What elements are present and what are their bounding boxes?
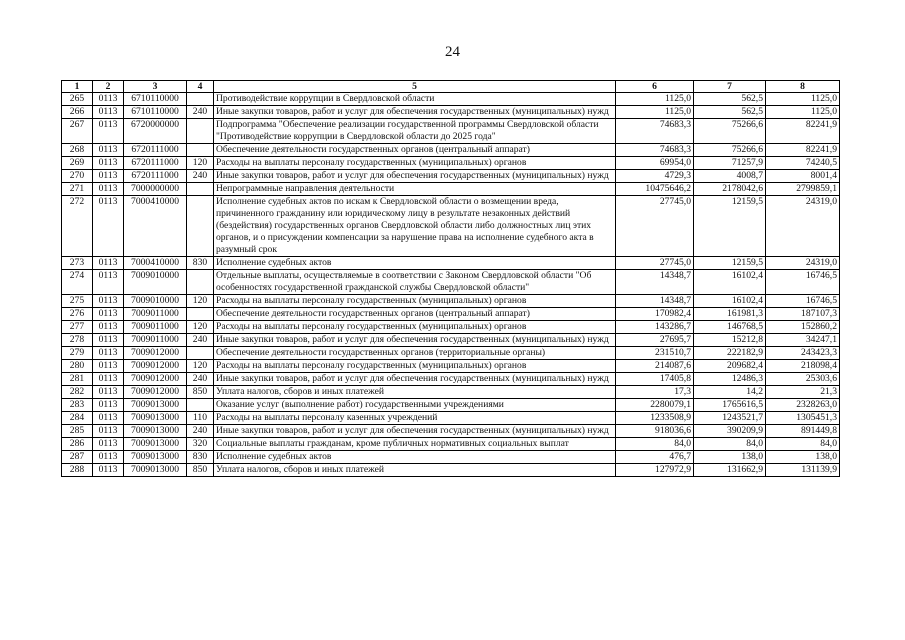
amount-col-7: 84,0: [694, 438, 766, 451]
table-row: [62, 386, 840, 399]
target-article-code: 7009011000: [124, 321, 187, 334]
amount-col-6: 14348,7: [616, 270, 694, 295]
target-article-code: 7009010000: [124, 295, 187, 308]
amount-col-7: 390209,9: [694, 425, 766, 438]
amount-col-6: 74683,3: [616, 144, 694, 157]
section-code: 0113: [93, 295, 124, 308]
amount-col-8: 21,3: [766, 386, 840, 399]
amount-col-8: 2328263,0: [766, 399, 840, 412]
section-code: 0113: [93, 93, 124, 106]
table-row: [62, 334, 840, 347]
table-row: [62, 170, 840, 183]
amount-col-8: 2799859,1: [766, 183, 840, 196]
item-name: Обеспечение деятельности государственных органов (центральный аппарат): [214, 308, 616, 321]
row-number: 279: [62, 347, 93, 360]
amount-col-7: 2178042,6: [694, 183, 766, 196]
item-name: Иные закупки товаров, работ и услуг для обеспечения государственных (муниципальных) нужд: [214, 334, 616, 347]
item-name: Расходы на выплаты персоналу государственных (муниципальных) органов: [214, 295, 616, 308]
row-number: 276: [62, 308, 93, 321]
item-name: Социальные выплаты гражданам, кроме публичных нормативных социальных выплат: [214, 438, 616, 451]
table-row: [62, 196, 840, 257]
table-row: [62, 412, 840, 425]
budget-table: [61, 80, 840, 477]
section-code: 0113: [93, 360, 124, 373]
amount-col-6: 1125,0: [616, 106, 694, 119]
amount-col-8: 152860,2: [766, 321, 840, 334]
row-number: 270: [62, 170, 93, 183]
target-article-code: 6720111000: [124, 170, 187, 183]
table-row: [62, 144, 840, 157]
column-header: 6: [616, 81, 694, 93]
item-name: Подпрограмма "Обеспечение реализации государственной программы Свердловской области "Противодействие коррупции в Свердловской области до 2025 года": [214, 119, 616, 144]
table-row: [62, 295, 840, 308]
amount-col-6: 27745,0: [616, 257, 694, 270]
table-row: [62, 308, 840, 321]
amount-col-7: 16102,4: [694, 270, 766, 295]
section-code: 0113: [93, 347, 124, 360]
row-number: 266: [62, 106, 93, 119]
table-row: [62, 399, 840, 412]
amount-col-8: 24319,0: [766, 196, 840, 257]
expense-type-code: 240: [187, 373, 214, 386]
column-header: 4: [187, 81, 214, 93]
amount-col-8: 1305451,3: [766, 412, 840, 425]
target-article-code: 7000410000: [124, 257, 187, 270]
expense-type-code: [187, 308, 214, 321]
row-number: 280: [62, 360, 93, 373]
item-name: Уплата налогов, сборов и иных платежей: [214, 386, 616, 399]
amount-col-7: 75266,6: [694, 144, 766, 157]
amount-col-7: 209682,4: [694, 360, 766, 373]
target-article-code: 7009013000: [124, 425, 187, 438]
column-header: 3: [124, 81, 187, 93]
amount-col-6: 10475646,2: [616, 183, 694, 196]
amount-col-7: 222182,9: [694, 347, 766, 360]
expense-type-code: 830: [187, 257, 214, 270]
amount-col-8: 82241,9: [766, 119, 840, 144]
column-header: 8: [766, 81, 840, 93]
amount-col-8: 24319,0: [766, 257, 840, 270]
amount-col-8: 84,0: [766, 438, 840, 451]
item-name: Исполнение судебных актов: [214, 451, 616, 464]
target-article-code: 7009012000: [124, 386, 187, 399]
target-article-code: 6710110000: [124, 106, 187, 119]
row-number: 287: [62, 451, 93, 464]
expense-type-code: 240: [187, 334, 214, 347]
amount-col-6: 2280079,1: [616, 399, 694, 412]
row-number: 267: [62, 119, 93, 144]
amount-col-8: 243423,3: [766, 347, 840, 360]
amount-col-8: 82241,9: [766, 144, 840, 157]
row-number: 269: [62, 157, 93, 170]
amount-col-8: 16746,5: [766, 295, 840, 308]
amount-col-8: 1125,0: [766, 106, 840, 119]
target-article-code: 7009013000: [124, 464, 187, 477]
table-row: [62, 270, 840, 295]
row-number: 265: [62, 93, 93, 106]
amount-col-6: 14348,7: [616, 295, 694, 308]
row-number: 275: [62, 295, 93, 308]
section-code: 0113: [93, 157, 124, 170]
table-row: [62, 321, 840, 334]
section-code: 0113: [93, 451, 124, 464]
amount-col-6: 1233508,9: [616, 412, 694, 425]
table-row: [62, 464, 840, 477]
target-article-code: 7000410000: [124, 196, 187, 257]
table-row: [62, 119, 840, 144]
item-name: Уплата налогов, сборов и иных платежей: [214, 464, 616, 477]
amount-col-7: 562,5: [694, 106, 766, 119]
row-number: 281: [62, 373, 93, 386]
target-article-code: 7009013000: [124, 412, 187, 425]
amount-col-8: 138,0: [766, 451, 840, 464]
amount-col-6: 27695,7: [616, 334, 694, 347]
amount-col-7: 15212,8: [694, 334, 766, 347]
target-article-code: 7009013000: [124, 438, 187, 451]
amount-col-7: 131662,9: [694, 464, 766, 477]
item-name: Обеспечение деятельности государственных органов (центральный аппарат): [214, 144, 616, 157]
row-number: 268: [62, 144, 93, 157]
target-article-code: 7009012000: [124, 347, 187, 360]
item-name: Непрограммные направления деятельности: [214, 183, 616, 196]
amount-col-8: 16746,5: [766, 270, 840, 295]
target-article-code: 7009010000: [124, 270, 187, 295]
expense-type-code: [187, 119, 214, 144]
amount-col-7: 146768,5: [694, 321, 766, 334]
target-article-code: 7009013000: [124, 451, 187, 464]
expense-type-code: 240: [187, 425, 214, 438]
section-code: 0113: [93, 106, 124, 119]
amount-col-8: 74240,5: [766, 157, 840, 170]
amount-col-8: 187107,3: [766, 308, 840, 321]
item-name: Иные закупки товаров, работ и услуг для обеспечения государственных (муниципальных) нужд: [214, 106, 616, 119]
item-name: Иные закупки товаров, работ и услуг для обеспечения государственных (муниципальных) нужд: [214, 373, 616, 386]
section-code: 0113: [93, 196, 124, 257]
table-row: [62, 183, 840, 196]
row-number: 283: [62, 399, 93, 412]
section-code: 0113: [93, 464, 124, 477]
expense-type-code: [187, 93, 214, 106]
target-article-code: 7000000000: [124, 183, 187, 196]
table-row: [62, 347, 840, 360]
target-article-code: 6720000000: [124, 119, 187, 144]
target-article-code: 7009012000: [124, 373, 187, 386]
section-code: 0113: [93, 412, 124, 425]
expense-type-code: 320: [187, 438, 214, 451]
amount-col-8: 131139,9: [766, 464, 840, 477]
table-row: [62, 373, 840, 386]
item-name: Исполнение судебных актов: [214, 257, 616, 270]
section-code: 0113: [93, 308, 124, 321]
target-article-code: 7009012000: [124, 360, 187, 373]
row-number: 278: [62, 334, 93, 347]
section-code: 0113: [93, 257, 124, 270]
row-number: 271: [62, 183, 93, 196]
amount-col-6: 231510,7: [616, 347, 694, 360]
amount-col-7: 71257,9: [694, 157, 766, 170]
amount-col-6: 74683,3: [616, 119, 694, 144]
item-name: Обеспечение деятельности государственных органов (территориальные органы): [214, 347, 616, 360]
expense-type-code: 850: [187, 386, 214, 399]
row-number: 273: [62, 257, 93, 270]
amount-col-7: 12159,5: [694, 257, 766, 270]
expense-type-code: 240: [187, 170, 214, 183]
section-code: 0113: [93, 399, 124, 412]
expense-type-code: [187, 347, 214, 360]
row-number: 286: [62, 438, 93, 451]
expense-type-code: [187, 196, 214, 257]
expense-type-code: 120: [187, 360, 214, 373]
amount-col-6: 27745,0: [616, 196, 694, 257]
amount-col-6: 170982,4: [616, 308, 694, 321]
table-row: [62, 93, 840, 106]
expense-type-code: 120: [187, 321, 214, 334]
row-number: 284: [62, 412, 93, 425]
target-article-code: 7009011000: [124, 334, 187, 347]
amount-col-6: 918036,6: [616, 425, 694, 438]
table-row: [62, 157, 840, 170]
amount-col-8: 891449,8: [766, 425, 840, 438]
target-article-code: 7009013000: [124, 399, 187, 412]
amount-col-7: 138,0: [694, 451, 766, 464]
amount-col-8: 218098,4: [766, 360, 840, 373]
target-article-code: 6710110000: [124, 93, 187, 106]
row-number: 285: [62, 425, 93, 438]
amount-col-6: 17,3: [616, 386, 694, 399]
table-header-row: [62, 81, 840, 93]
amount-col-7: 16102,4: [694, 295, 766, 308]
item-name: Противодействие коррупции в Свердловской области: [214, 93, 616, 106]
item-name: Расходы на выплаты персоналу казенных учреждений: [214, 412, 616, 425]
amount-col-6: 214087,6: [616, 360, 694, 373]
amount-col-8: 34247,1: [766, 334, 840, 347]
amount-col-6: 143286,7: [616, 321, 694, 334]
row-number: 288: [62, 464, 93, 477]
expense-type-code: 110: [187, 412, 214, 425]
item-name: Иные закупки товаров, работ и услуг для обеспечения государственных (муниципальных) нужд: [214, 425, 616, 438]
row-number: 277: [62, 321, 93, 334]
expense-type-code: 120: [187, 295, 214, 308]
amount-col-7: 75266,6: [694, 119, 766, 144]
expense-type-code: 120: [187, 157, 214, 170]
table-row: [62, 106, 840, 119]
row-number: 282: [62, 386, 93, 399]
expense-type-code: [187, 270, 214, 295]
table-row: [62, 438, 840, 451]
section-code: 0113: [93, 438, 124, 451]
section-code: 0113: [93, 183, 124, 196]
section-code: 0113: [93, 334, 124, 347]
amount-col-7: 161981,3: [694, 308, 766, 321]
amount-col-7: 1765616,5: [694, 399, 766, 412]
amount-col-7: 14,2: [694, 386, 766, 399]
amount-col-6: 476,7: [616, 451, 694, 464]
item-name: Исполнение судебных актов по искам к Свердловской области о возмещении вреда, причиненного гражданину или юридическому лицу в результате незаконных действий (бездействия) государственных органов Свердловской области либо должностных лиц этих органов, и о присуждении компенсации за нарушение права на исполнение судебного акта в разумный срок: [214, 196, 616, 257]
page-number: 24: [445, 44, 460, 60]
section-code: 0113: [93, 270, 124, 295]
amount-col-6: 69954,0: [616, 157, 694, 170]
section-code: 0113: [93, 170, 124, 183]
target-article-code: 6720111000: [124, 157, 187, 170]
section-code: 0113: [93, 119, 124, 144]
expense-type-code: [187, 183, 214, 196]
row-number: 274: [62, 270, 93, 295]
amount-col-7: 12486,3: [694, 373, 766, 386]
amount-col-7: 1243521,7: [694, 412, 766, 425]
column-header: 1: [62, 81, 93, 93]
expense-type-code: [187, 399, 214, 412]
amount-col-6: 127972,9: [616, 464, 694, 477]
target-article-code: 6720111000: [124, 144, 187, 157]
section-code: 0113: [93, 321, 124, 334]
amount-col-6: 17405,8: [616, 373, 694, 386]
target-article-code: 7009011000: [124, 308, 187, 321]
section-code: 0113: [93, 425, 124, 438]
amount-col-6: 4729,3: [616, 170, 694, 183]
column-header: 7: [694, 81, 766, 93]
amount-col-7: 12159,5: [694, 196, 766, 257]
amount-col-8: 25303,6: [766, 373, 840, 386]
item-name: Отдельные выплаты, осуществляемые в соответствии с Законом Свердловской области "Об особенностях государственной гражданской службы Свердловской области": [214, 270, 616, 295]
expense-type-code: 830: [187, 451, 214, 464]
section-code: 0113: [93, 386, 124, 399]
table-row: [62, 257, 840, 270]
item-name: Оказание услуг (выполнение работ) государственными учреждениями: [214, 399, 616, 412]
column-header: 2: [93, 81, 124, 93]
item-name: Иные закупки товаров, работ и услуг для обеспечения государственных (муниципальных) нужд: [214, 170, 616, 183]
row-number: 272: [62, 196, 93, 257]
column-header: 5: [214, 81, 616, 93]
expense-type-code: [187, 144, 214, 157]
item-name: Расходы на выплаты персоналу государственных (муниципальных) органов: [214, 157, 616, 170]
table-row: [62, 451, 840, 464]
table-row: [62, 425, 840, 438]
amount-col-6: 84,0: [616, 438, 694, 451]
item-name: Расходы на выплаты персоналу государственных (муниципальных) органов: [214, 321, 616, 334]
table-row: [62, 360, 840, 373]
amount-col-7: 562,5: [694, 93, 766, 106]
section-code: 0113: [93, 373, 124, 386]
expense-type-code: 240: [187, 106, 214, 119]
expense-type-code: 850: [187, 464, 214, 477]
amount-col-8: 1125,0: [766, 93, 840, 106]
item-name: Расходы на выплаты персоналу государственных (муниципальных) органов: [214, 360, 616, 373]
section-code: 0113: [93, 144, 124, 157]
amount-col-7: 4008,7: [694, 170, 766, 183]
amount-col-8: 8001,4: [766, 170, 840, 183]
amount-col-6: 1125,0: [616, 93, 694, 106]
